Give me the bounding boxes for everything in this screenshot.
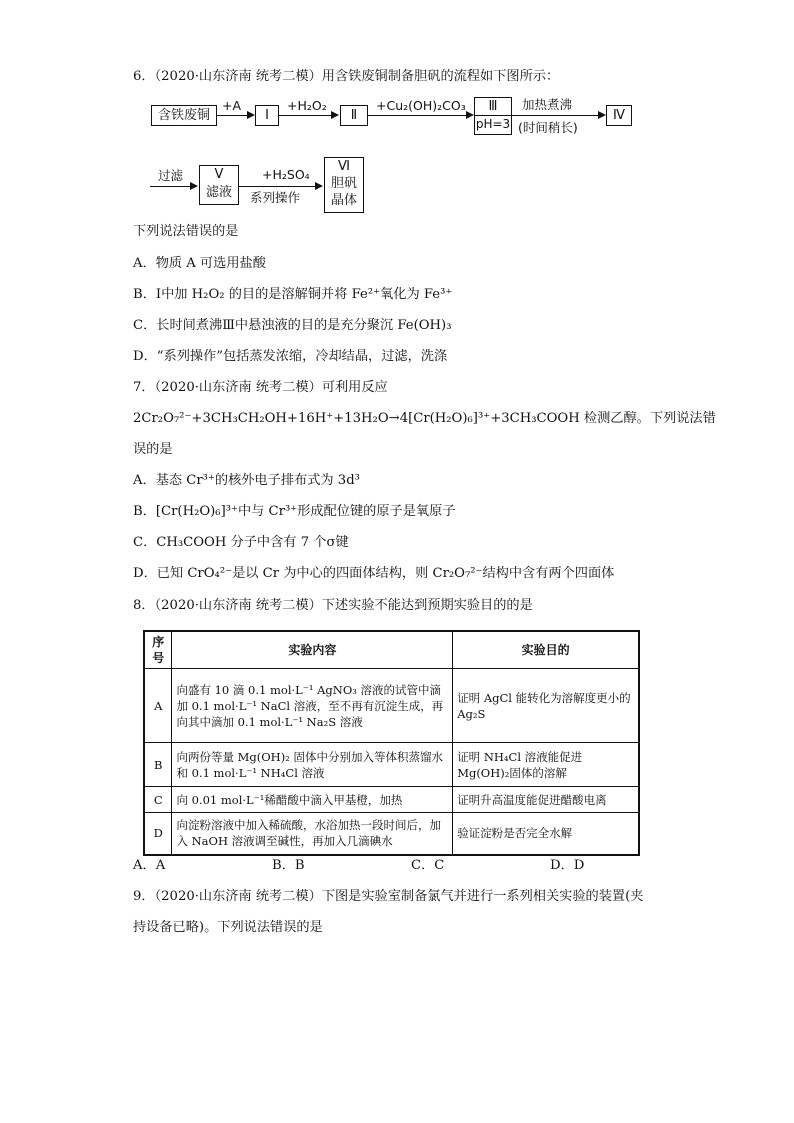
q9-stem: 9．（2020·山东济南 统考二模）下图是实验室制备氯气并进行一系列相关实验的装置(夹 bbox=[133, 889, 644, 904]
flow-reagent-5: 过滤 bbox=[158, 168, 184, 183]
flow-step-6-sub2: 晶体 bbox=[330, 193, 357, 208]
table-row bbox=[144, 669, 639, 743]
q9-stem-cont: 持设备已略)。下列说法错误的是 bbox=[133, 920, 323, 935]
q6-option-a: A．物质 A 可选用盐酸 bbox=[133, 256, 266, 271]
flow-reagent-6a: +H₂SO₄ bbox=[262, 167, 310, 182]
flow-step-6-sub1: 胆矾 bbox=[330, 176, 357, 191]
row-purpose: 证明 AgCl 能转化为溶解度更小的 Ag₂S bbox=[453, 669, 639, 743]
flow-arrow-1 bbox=[217, 115, 253, 116]
flow-step-2-box bbox=[340, 105, 368, 126]
flow-reagent-2: +H₂O₂ bbox=[287, 98, 327, 113]
row-id: D bbox=[144, 813, 172, 855]
flow-step-4-box bbox=[606, 105, 632, 126]
flow-step-3-ph: pH=3 bbox=[475, 117, 511, 131]
row-content: 向盛有 10 滴 0.1 mol·L⁻¹ AgNO₃ 溶液的试管中滴加 0.1 mol·L⁻¹ NaCl 溶液，至不再有沉淀生成，再向其中滴加 0.1 mol·L⁻¹ Na₂S 溶液 bbox=[172, 669, 453, 743]
q7-equation: 2Cr₂O₇²⁻+3CH₃CH₂OH+16H⁺+13H₂O→4[Cr(H₂O)₆]³⁺+3CH₃COOH 检测乙醇。下列说法错 bbox=[133, 411, 716, 426]
q7-stem: 7．（2020·山东济南 统考二模）可利用反应 bbox=[133, 380, 388, 395]
table-header-row bbox=[144, 631, 639, 669]
row-content: 向淀粉溶液中加入稀硫酸，水浴加热一段时间后，加入 NaOH 溶液调至碱性，再加入几滴碘水 bbox=[172, 813, 453, 855]
q7-option-c: C．CH₃COOH 分子中含有 7 个σ键 bbox=[133, 535, 349, 550]
flow-step-1-box bbox=[255, 105, 279, 126]
q8-option-c: C．C bbox=[411, 858, 445, 873]
row-purpose: 证明升高温度能促进醋酸电离 bbox=[453, 787, 639, 813]
table-header: 实验内容 bbox=[172, 631, 453, 669]
flow-step-6-box bbox=[324, 157, 364, 213]
q6-option-d: D．“系列操作”包括蒸发浓缩，冷却结晶，过滤，洗涤 bbox=[133, 349, 448, 364]
flow-reagent-1: +A bbox=[222, 98, 242, 113]
q8-option-a: A．A bbox=[133, 858, 166, 873]
row-id: B bbox=[144, 743, 172, 787]
flow-step-6-label: Ⅵ bbox=[338, 159, 350, 174]
table-row bbox=[144, 743, 639, 787]
flow-arrow-3 bbox=[368, 115, 472, 116]
row-content: 向 0.01 mol·L⁻¹稀醋酸中滴入甲基橙，加热 bbox=[172, 787, 453, 813]
flow-step-4-label: Ⅳ bbox=[613, 108, 625, 123]
q7-option-a: A．基态 Cr³⁺的核外电子排布式为 3d³ bbox=[133, 473, 360, 488]
q6-stem: 6．（2020·山东济南 统考二模）用含铁废铜制备胆矾的流程如下图所示： bbox=[133, 69, 560, 84]
table-header: 实验目的 bbox=[453, 631, 639, 669]
row-content: 向两份等量 Mg(OH)₂ 固体中分别加入等体积蒸馏水和 0.1 mol·L⁻¹ NH₄Cl 溶液 bbox=[172, 743, 453, 787]
q6-ask: 下列说法错误的是 bbox=[133, 224, 239, 239]
q7-option-d: D．已知 CrO₄²⁻是以 Cr 为中心的四面体结构，则 Cr₂O₇²⁻结构中含有两个四面体 bbox=[133, 566, 615, 581]
flow-start-label: 含铁废铜 bbox=[157, 108, 210, 123]
row-purpose: 验证淀粉是否完全水解 bbox=[453, 813, 639, 855]
table-header: 序号 bbox=[144, 631, 172, 669]
table-row bbox=[144, 813, 639, 855]
flow-reagent-4b: (时间稍长) bbox=[518, 120, 578, 135]
flow-reagent-4a: 加热煮沸 bbox=[522, 97, 573, 112]
flow-arrow-6 bbox=[239, 186, 321, 187]
flow-reagent-6b: 系列操作 bbox=[250, 190, 301, 205]
experiment-table bbox=[143, 630, 640, 856]
flow-step-5-filtrate: 滤液 bbox=[205, 185, 232, 200]
q8-option-d: D．D bbox=[550, 858, 585, 873]
flow-start-box bbox=[151, 105, 217, 126]
flow-step-3-label: Ⅲ bbox=[488, 99, 498, 114]
q8-option-b: B．B bbox=[272, 858, 305, 873]
row-id: C bbox=[144, 787, 172, 813]
row-purpose: 证明 NH₄Cl 溶液能促进Mg(OH)₂固体的溶解 bbox=[453, 743, 639, 787]
q7-option-b: B．[Cr(H₂O)₆]³⁺中与 Cr³⁺形成配位键的原子是氧原子 bbox=[133, 504, 456, 519]
q8-stem: 8．（2020·山东济南 统考二模）下述实验不能达到预期实验目的的是 bbox=[133, 598, 533, 613]
flow-arrow-5 bbox=[150, 186, 196, 187]
flow-step-1-label: Ⅰ bbox=[265, 108, 269, 123]
flow-reagent-3: +Cu₂(OH)₂CO₃ bbox=[376, 98, 466, 113]
table-row bbox=[144, 787, 639, 813]
q6-option-c: C．长时间煮沸Ⅲ中悬浊液的目的是充分聚沉 Fe(OH)₃ bbox=[133, 318, 452, 333]
flow-step-5-box bbox=[199, 165, 239, 205]
q6-option-b: B．Ⅰ中加 H₂O₂ 的目的是溶解铜并将 Fe²⁺氧化为 Fe³⁺ bbox=[133, 287, 453, 302]
row-id: A bbox=[144, 669, 172, 743]
q7-equation-cont: 误的是 bbox=[133, 442, 173, 457]
flow-arrow-4 bbox=[512, 115, 604, 116]
flow-step-2-label: Ⅱ bbox=[350, 108, 358, 123]
flow-step-5-label: Ⅴ bbox=[214, 167, 224, 182]
flow-step-3-box bbox=[474, 97, 512, 135]
flow-arrow-2 bbox=[279, 115, 337, 116]
